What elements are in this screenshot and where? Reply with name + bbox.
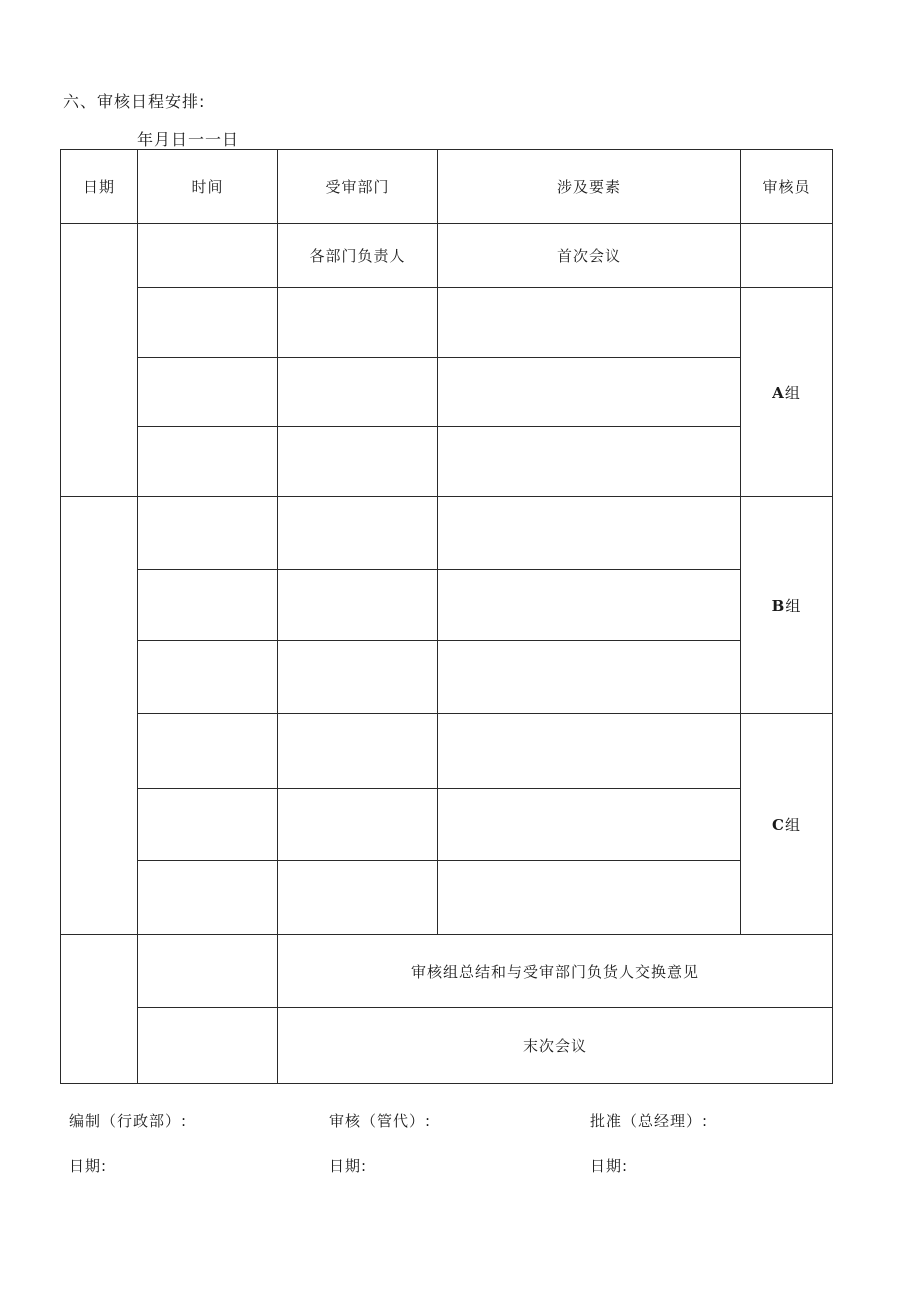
reviewed-by-label: 审核（管代）: [329, 1112, 432, 1130]
time-cell[interactable] [138, 1008, 278, 1084]
header-time: 时间 [138, 150, 278, 224]
table-row [61, 641, 833, 714]
time-cell[interactable] [138, 714, 278, 789]
dept-cell[interactable] [278, 789, 438, 861]
summary-cell: 审核组总结和与受审部门负货人交换意见 [278, 935, 833, 1008]
time-cell[interactable] [138, 224, 278, 288]
group-c-letter: C [772, 815, 785, 834]
group-a-suffix: 组 [784, 383, 801, 402]
section-heading: 六、审核日程安排: [63, 92, 206, 111]
elements-cell[interactable] [438, 358, 741, 427]
table-row [61, 714, 833, 789]
time-cell[interactable] [138, 288, 278, 358]
table-row [61, 224, 833, 288]
dept-cell[interactable] [278, 288, 438, 358]
dept-cell[interactable] [278, 570, 438, 641]
table-row [61, 861, 833, 935]
table-row [61, 358, 833, 427]
group-b-letter: B [771, 596, 786, 615]
table-row [61, 1008, 833, 1084]
header-auditor: 审核员 [741, 150, 833, 224]
closing-meeting-cell: 末次会议 [278, 1008, 833, 1084]
date-cell-day2[interactable] [61, 497, 138, 935]
time-cell[interactable] [138, 358, 278, 427]
opening-dept: 各部门负责人 [278, 224, 438, 288]
elements-cell[interactable] [438, 641, 741, 714]
dept-cell[interactable] [278, 714, 438, 789]
elements-cell[interactable] [438, 288, 741, 358]
table-row [61, 497, 833, 570]
schedule-table [60, 149, 833, 1084]
header-dept: 受审部门 [278, 150, 438, 224]
table-row [61, 427, 833, 497]
elements-cell[interactable] [438, 789, 741, 861]
reviewed-date-label: 日期: [329, 1157, 368, 1175]
dept-cell[interactable] [278, 427, 438, 497]
time-cell[interactable] [138, 935, 278, 1008]
dept-cell[interactable] [278, 641, 438, 714]
date-cell-day1[interactable] [61, 224, 138, 497]
table-row [61, 288, 833, 358]
auditor-cell[interactable] [741, 224, 833, 288]
dept-cell[interactable] [278, 861, 438, 935]
table-row [61, 935, 833, 1008]
group-c-cell [741, 714, 833, 935]
approved-date-label: 日期: [590, 1157, 629, 1175]
header-row [61, 150, 833, 224]
header-elements: 涉及要素 [438, 150, 741, 224]
compiled-by-label: 编制（行政部）: [69, 1112, 188, 1130]
compiled-date-label: 日期: [69, 1157, 108, 1175]
dept-cell[interactable] [278, 358, 438, 427]
time-cell[interactable] [138, 497, 278, 570]
elements-cell[interactable] [438, 427, 741, 497]
group-c-suffix: 组 [784, 815, 801, 834]
time-cell[interactable] [138, 789, 278, 861]
header-date: 日期 [61, 150, 138, 224]
date-range: 年月日一一日 [137, 130, 240, 149]
date-cell-closing[interactable] [61, 935, 138, 1084]
group-a-cell [741, 288, 833, 497]
time-cell[interactable] [138, 641, 278, 714]
table-row [61, 570, 833, 641]
approved-by-label: 批准（总经理）: [590, 1112, 709, 1130]
opening-meeting: 首次会议 [438, 224, 741, 288]
elements-cell[interactable] [438, 714, 741, 789]
group-b-suffix: 组 [785, 596, 802, 615]
table-row [61, 789, 833, 861]
group-a-letter: A [772, 383, 785, 402]
elements-cell[interactable] [438, 497, 741, 570]
time-cell[interactable] [138, 861, 278, 935]
time-cell[interactable] [138, 427, 278, 497]
dept-cell[interactable] [278, 497, 438, 570]
time-cell[interactable] [138, 570, 278, 641]
elements-cell[interactable] [438, 570, 741, 641]
group-b-cell [741, 497, 833, 714]
elements-cell[interactable] [438, 861, 741, 935]
